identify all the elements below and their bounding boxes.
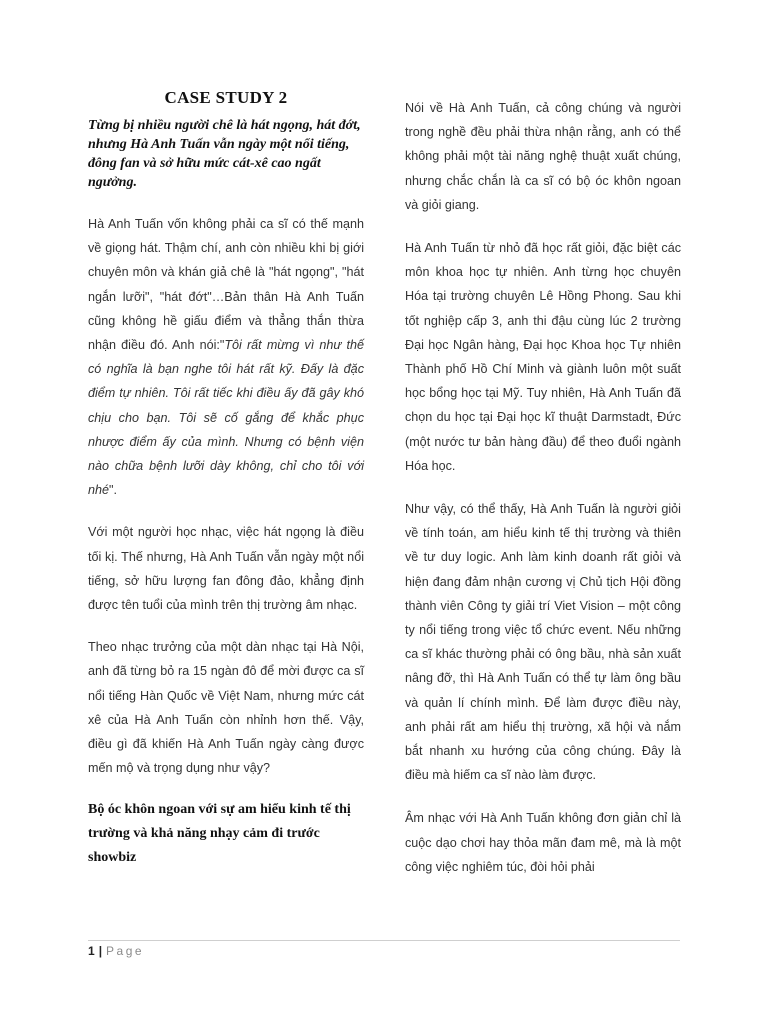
document-title: CASE STUDY 2: [164, 88, 288, 107]
paragraph: Hà Anh Tuấn từ nhỏ đã học rất giỏi, đặc biệt các môn khoa học tự nhiên. Anh từng học chuyên Hóa tại trường chuyên Lê Hồng Phong. Sau khi tốt nghiệp cấp 3, anh thi đậu cùng lúc 2 trường Đại học Ngân hàng, Đại học Khoa học Tự nhiên Thành phố Hồ Chí Minh và giành luôn một suất học bổng học tại Mỹ. Tuy nhiên, Hà Anh Tuấn đã chọn du học tại Đại học kĩ thuật Darmstadt, Đức (một nước tư bản hàng đầu) để theo đuổi ngành Hóa học.: [405, 241, 681, 473]
footer-separator: |: [98, 944, 103, 958]
page-footer: [88, 944, 144, 958]
paragraph: Theo nhạc trưởng của một dàn nhạc tại Hà Nội, anh đã từng bỏ ra 15 ngàn đô để mời được ca sĩ nổi tiếng Hàn Quốc về Việt Nam, nhưng mức cát xê của Hà Anh Tuấn còn nhỉnh hơn thế. Vậy, điều gì đã khiến Hà Anh Tuấn ngày càng được mến mộ và trọng dụng như vậy?: [88, 640, 364, 776]
right-column: [405, 96, 681, 898]
quote-text: Tôi rất mừng vì như thế có nghĩa là bạn nghe tôi hát rất kỹ. Đấy là đặc điểm tự nhiên. Tôi rất tiếc khi điều ấy đã gây khó chịu cho bạn. Tôi sẽ cố gắng để khắc phục nhược điểm ấy của mình. Nhưng có bệnh viện nào chữa bệnh lưỡi dày không, chỉ cho tôi với nhé: [88, 338, 364, 498]
paragraph: [88, 212, 364, 502]
paragraph-text: Hà Anh Tuấn vốn không phải ca sĩ có thế mạnh về giọng hát. Thậm chí, anh còn nhiều khi bị giới chuyên môn và khán giả chê là "hát ngọng", "hát ngắn lưỡi", "hát đớt"…Bản thân Hà Anh Tuấn cũng không hề giấu điểm và thẳng thắn thừa nhận điều đó. Anh nói:": [88, 217, 364, 353]
paragraph: Nói về Hà Anh Tuấn, cả công chúng và người trong nghề đều phải thừa nhận rằng, anh có thể không phải một tài năng nghệ thuật xuất chúng, nhưng chắc chắn là ca sĩ có bộ óc khôn ngoan và giỏi giang.: [405, 101, 681, 212]
paragraph: Như vậy, có thể thấy, Hà Anh Tuấn là người giỏi về tính toán, am hiểu kinh tế thị trường và thiên về tư duy logic. Anh làm kinh doanh rất giỏi và hiện đang đảm nhận cương vị Chủ tịch Hội đồng thành viên Công ty giải trí Viet Vision – một công ty nổi tiếng trong việc tổ chức event. Nếu những ca sĩ khác thường phải có ông bầu, nhà sản xuất nâng đỡ, thì Hà Anh Tuấn có thể tự làm ông bầu và quản lí chính mình. Để làm được điều này, anh phải rất am hiểu thị trường, xã hội và nắm bắt nhanh xu hướng của công chúng. Đây là điều mà hiếm ca sĩ nào làm được.: [405, 502, 681, 783]
document-subtitle: Từng bị nhiều người chê là hát ngọng, hát đớt, nhưng Hà Anh Tuấn vẫn ngày một nổi tiếng, đông fan và sở hữu mức cát-xê cao ngất ngưởng.: [88, 118, 361, 190]
paragraph: Âm nhạc với Hà Anh Tuấn không đơn giản chỉ là cuộc dạo chơi hay thỏa mãn đam mê, mà là một công việc nghiêm túc, đòi hỏi phải: [405, 811, 681, 874]
page-label: Page: [106, 944, 145, 958]
page-number: 1: [88, 944, 95, 958]
left-column: [88, 88, 364, 870]
paragraph: Với một người học nhạc, việc hát ngọng là điều tối kị. Thế nhưng, Hà Anh Tuấn vẫn ngày một nổi tiếng, sở hữu lượng fan đông đảo, khẳng định được tên tuổi của mình trên thị trường âm nhạc.: [88, 525, 364, 613]
footer-divider: [88, 940, 680, 941]
section-heading: Bộ óc khôn ngoan với sự am hiểu kinh tế thị trường và khả năng nhạy cảm đi trước showbiz: [88, 802, 351, 866]
paragraph-text: ".: [109, 483, 117, 498]
